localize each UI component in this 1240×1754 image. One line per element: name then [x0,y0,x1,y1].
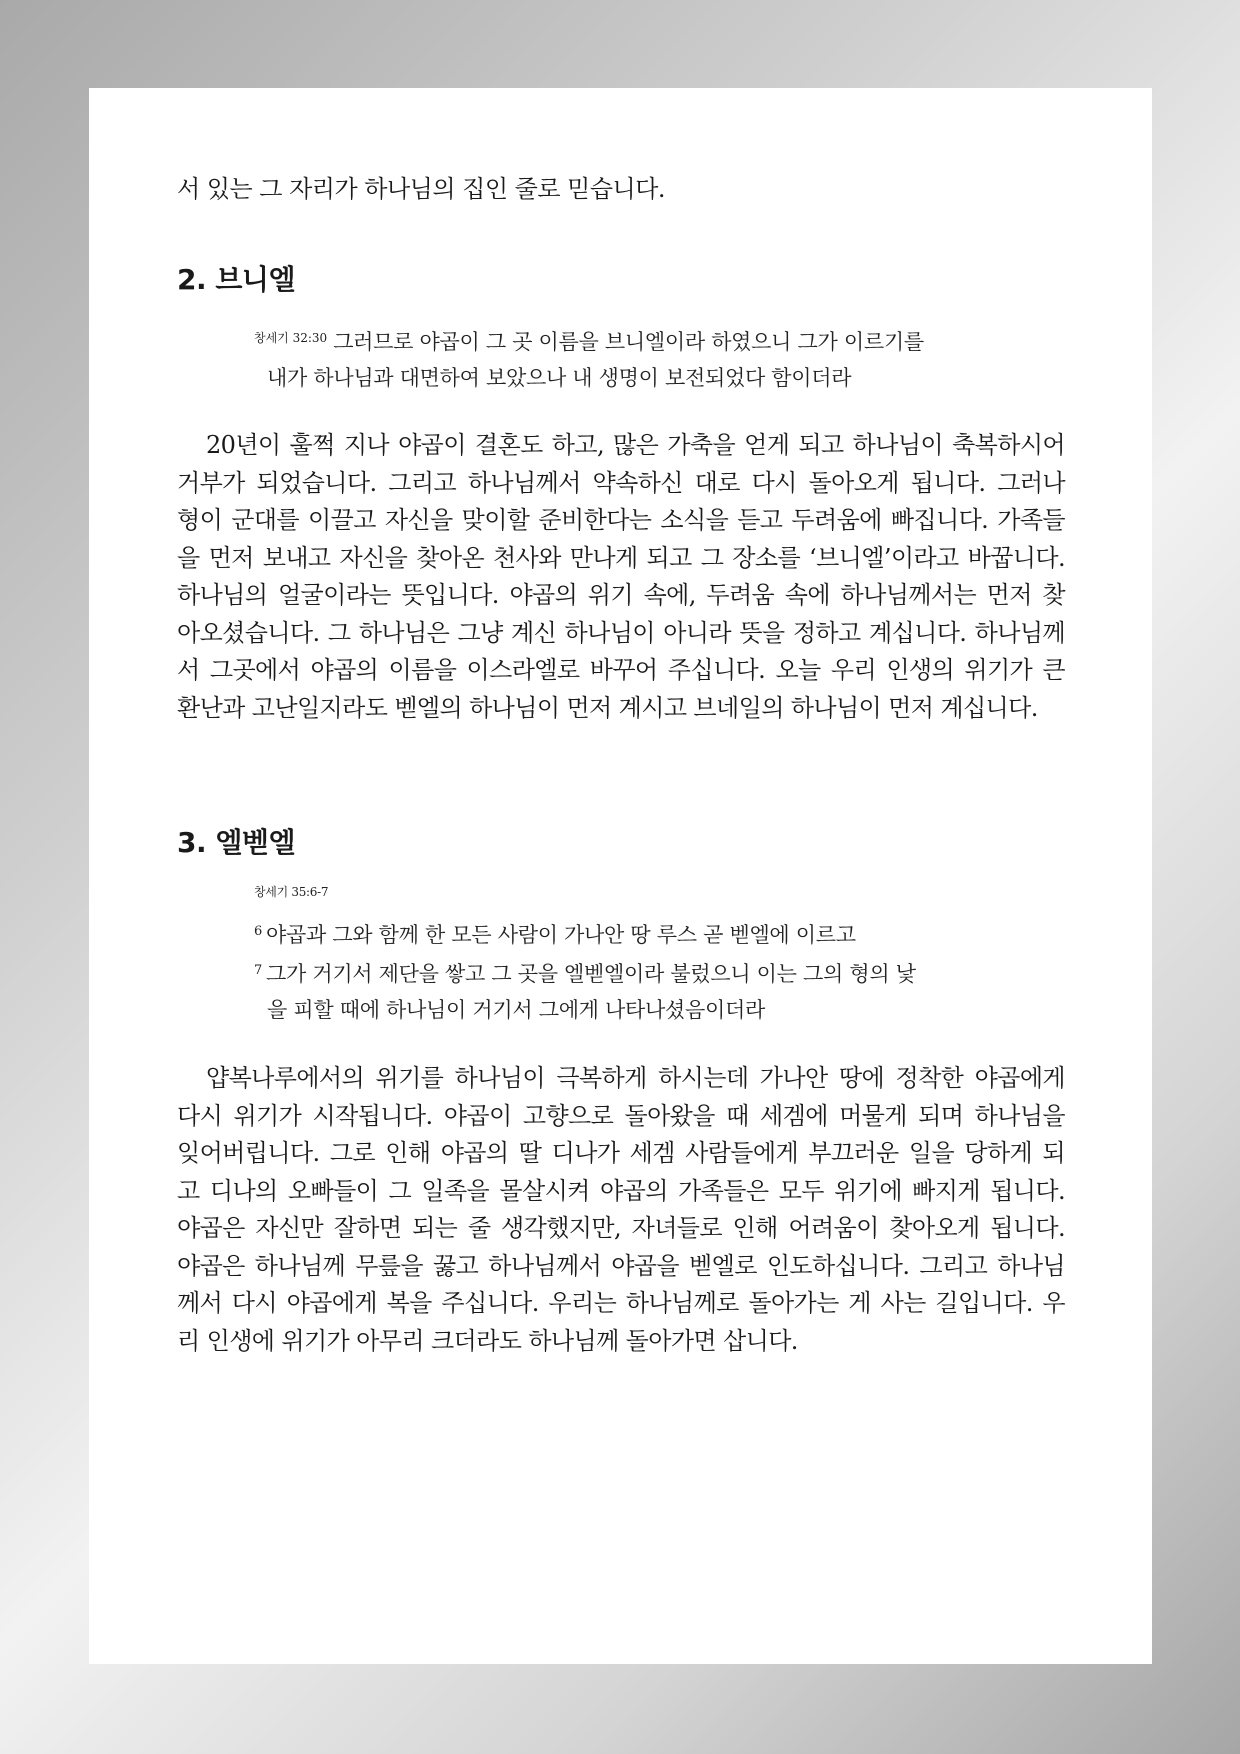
verse-reference: 창세기 35:6-7 [254,885,329,899]
verse-line: 을 피할 때에 하나님이 거기서 그에게 나타나셨음이더라 [267,998,765,1022]
paragraph-line: 환난과 고난일지라도 벧엘의 하나님이 먼저 계시고 브네일의 하나님이 먼저 계십니다. [177,693,1038,722]
verse-number: 7 [254,963,262,978]
paragraph-line: 하나님의 얼굴이라는 뜻입니다. 야곱의 위기 속에, 두려움 속에 하나님께서는 먼저 찾 [177,581,1065,609]
verse-line [254,914,1014,953]
paragraph-peniel [177,427,1065,727]
paragraph-line: 야곱은 하나님께 무릎을 꿇고 하나님께서 야곱을 벧엘로 인도하십니다. 그리고 하나님 [177,1251,1065,1280]
verse-text: 야곱과 그와 함께 한 모든 사람이 가나안 땅 루스 곧 벧엘에 이르고 [265,923,856,947]
paragraph-line: 께서 다시 야곱에게 복을 주십니다. 우리는 하나님께로 돌아가는 게 사는 길입니다. 우 [177,1289,1065,1317]
verse-line [254,320,1014,360]
lead-line: 서 있는 그 자리가 하나님의 집인 줄로 믿습니다. [177,175,666,203]
section-heading-peniel: 2. 브니엘 [177,263,296,296]
paragraph-line: 거부가 되었습니다. 그리고 하나님께서 약속하신 대로 다시 돌아오게 됩니다. 그러나 [177,468,1065,497]
verse-block-genesis-35-6-7 [254,882,1014,1028]
paragraph-line: 야곱은 자신만 잘하면 되는 줄 생각했지만, 자녀들로 인해 어려움이 찾아오게 됩니다. [177,1214,1065,1242]
paragraph-line: 고 디나의 오빠들이 그 일족을 몰살시켜 야곱의 가족들은 모두 위기에 빠지게 됩니다. [177,1176,1065,1205]
verse-block-genesis-32-30 [254,320,1014,396]
paragraph-line: 20년이 훌쩍 지나 야곱이 결혼도 하고, 많은 가축을 얻게 되고 하나님이 축복하시어 [206,431,1065,459]
verse-text: 그가 거기서 제단을 쌓고 그 곳을 엘벧엘이라 불렀으니 이는 그의 형의 낯 [265,962,916,986]
paragraph-line: 을 먼저 보내고 자신을 찾아온 천사와 만나게 되고 그 장소를 ‘브니엘’이라고 바꿉니다. [177,543,1065,572]
paragraph-line: 얍복나루에서의 위기를 하나님이 극복하게 하시는데 가나안 땅에 정착한 야곱에게 [206,1064,1065,1092]
paragraph-line: 리 인생에 위기가 아무리 크더라도 하나님께 돌아가면 삽니다. [177,1326,798,1355]
paragraph-line: 서 그곳에서 야곱의 이름을 이스라엘로 바꾸어 주십니다. 오늘 우리 인생의 위기가 큰 [177,656,1065,684]
paragraph-el-bethel [177,1060,1065,1360]
document-page [89,88,1152,1664]
verse-number: 6 [254,924,262,939]
verse-line: 내가 하나님과 대면하여 보았으나 내 생명이 보전되었다 함이더라 [267,366,852,390]
verse-reference: 창세기 32:30 [254,331,328,345]
paragraph-line: 잊어버립니다. 그로 인해 야곱의 딸 디나가 세겜 사람들에게 부끄러운 일을 당하게 되 [177,1139,1065,1167]
paragraph-line: 아오셨습니다. 그 하나님은 그냥 계신 하나님이 아니라 뜻을 정하고 계십니다. 하나님께 [177,618,1065,647]
verse-line [254,953,1014,992]
paragraph-line: 형이 군대를 이끌고 자신을 맞이할 준비한다는 소식을 듣고 두려움에 빠집니다. 가족들 [177,506,1065,534]
section-heading-el-bethel: 3. 엘벧엘 [177,826,296,859]
verse-text: 그러므로 야곱이 그 곳 이름을 브니엘이라 하였으니 그가 이르기를 [333,330,924,354]
paragraph-line: 다시 위기가 시작됩니다. 야곱이 고향으로 돌아왔을 때 세겜에 머물게 되며 하나님을 [177,1101,1065,1130]
